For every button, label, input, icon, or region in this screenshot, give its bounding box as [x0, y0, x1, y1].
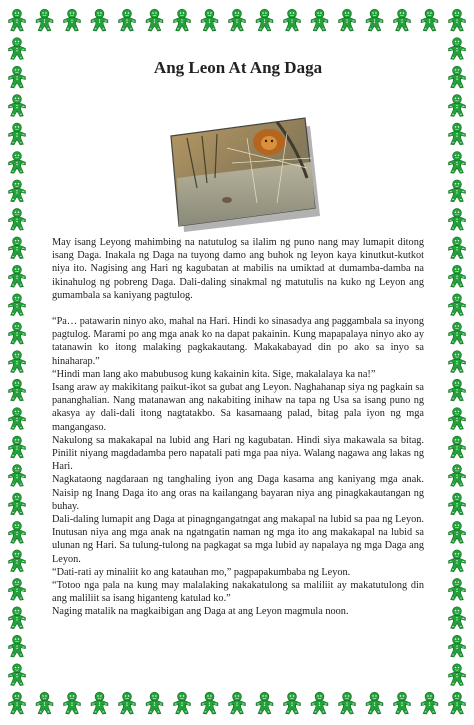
story-paragraph: “Pa… patawarin ninyo ako, mahal na Hari. Hindi ko sinasadya ang paggambala sa inyong pagtulog. Marami po ang mga anak ko na dapat pakainin. Kung mapapalaya ninyo ako ay tatanawin ko itong malaking pagkakautang. Makakabayad din po ako sa inyo sa hinaharap.”	[52, 316, 424, 367]
border-figure	[9, 635, 26, 657]
border-figure	[394, 9, 411, 31]
border-figure	[9, 180, 26, 202]
border-figure	[449, 692, 466, 714]
border-figure	[91, 9, 108, 31]
story-paragraph: Nagkataong nagdaraan ng tanghaling iyon ang Daga kasama ang kaniyang mga anak. Naisip ng Inang Daga ito ang oras na kailangang bayaran niya ang pinagkakautangan ng buhay.	[52, 474, 424, 512]
border-figure	[9, 95, 26, 117]
story-paragraph: Naging matalik na magkaibigan ang Daga at ang Leyon magmula noon.	[52, 606, 349, 618]
border-figure	[119, 692, 136, 714]
border-figure	[311, 692, 328, 714]
border-figure	[229, 692, 246, 714]
border-figure	[174, 9, 191, 31]
border-figure	[256, 692, 273, 714]
border-figure	[449, 237, 466, 259]
border-figure	[64, 692, 81, 714]
border-figure	[36, 9, 53, 31]
border-figure	[339, 692, 356, 714]
story-body	[52, 236, 424, 619]
border-figure	[229, 9, 246, 31]
story-paragraph: “Totoo nga pala na kung may malalaking nakakatulong sa maliliit ay makatutulong din ang maliliit sa isang higanteng katulad ko.”	[52, 580, 424, 605]
border-figure	[9, 237, 26, 259]
border-figure	[449, 208, 466, 230]
border-figure	[9, 436, 26, 458]
border-figure	[449, 265, 466, 287]
border-figure	[9, 493, 26, 515]
story-paragraph: Dali-daling lumapit ang Daga at pinagngangatngat ang makapal na lubid sa paa ng Leyon. Inutusan niya ang mga anak na ngatngatin naman ng mga ito ang makakapal na lubid sa ulunan ng Hari. Sa tulung-tulong na pagkagat sa mga lubid ay napalaya ng mga Daga ang Leyon.	[52, 514, 424, 565]
border-figure	[91, 692, 108, 714]
border-figure	[449, 152, 466, 174]
border-figure	[311, 9, 328, 31]
border-figure	[9, 465, 26, 487]
border-figure	[9, 152, 26, 174]
border-figure	[9, 265, 26, 287]
border-figure	[449, 635, 466, 657]
story-title: Ang Leon At Ang Daga	[153, 58, 323, 77]
border-figure	[9, 9, 26, 31]
border-figure	[449, 521, 466, 543]
border-figure	[449, 180, 466, 202]
story-paragraph: May isang Leyong mahimbing na natutulog sa ilalim ng puno nang may lumapit ditong isang Daga. Inakala ng Daga na tuyong damo ang buhok ng leyon kaya kinutkut-kutkot niya ito. Nagising ang Hari ng kagubatan at mabilis na umiktad at dumamba-damba na ikinahulog ng pobreng Daga. Dali-daling sinakmal ng matutulis na kuko ng Leyon ang gumambala sa kaniyang pagtulog.	[52, 237, 424, 301]
border-figure	[449, 493, 466, 515]
border-figure	[449, 95, 466, 117]
border-figure	[201, 692, 218, 714]
border-figure	[9, 379, 26, 401]
border-figure	[421, 692, 438, 714]
border-figure	[201, 9, 218, 31]
border-figure	[146, 9, 163, 31]
border-figure	[119, 9, 136, 31]
border-figure	[449, 9, 466, 31]
border-figure	[421, 9, 438, 31]
border-figure	[449, 436, 466, 458]
border-figure	[449, 351, 466, 373]
story-paragraph: “Hindi man lang ako mabubusog kung kakainin kita. Sige, makalalaya ka na!”	[52, 368, 376, 380]
border-figure	[284, 9, 301, 31]
border-figure	[9, 208, 26, 230]
border-figure	[9, 692, 26, 714]
border-figure	[449, 664, 466, 686]
story-page	[52, 48, 424, 678]
border-figure	[9, 351, 26, 373]
border-figure	[449, 465, 466, 487]
border-figure	[449, 607, 466, 629]
border-figure	[339, 9, 356, 31]
border-figure	[9, 322, 26, 344]
border-figure	[449, 123, 466, 145]
border-figure	[449, 408, 466, 430]
border-figure	[449, 578, 466, 600]
border-figure	[284, 692, 301, 714]
leon-at-daga-illustration	[157, 108, 322, 233]
border-figure	[9, 521, 26, 543]
story-paragraph: “Dati-rati ay minaliit ko ang katauhan mo,” pagpapakumbaba ng Leyon.	[52, 566, 351, 578]
border-figure	[9, 38, 26, 60]
border-figure	[449, 550, 466, 572]
border-figure	[36, 692, 53, 714]
border-figure	[256, 9, 273, 31]
border-figure	[146, 692, 163, 714]
border-figure	[174, 692, 191, 714]
border-figure	[9, 550, 26, 572]
border-figure	[394, 692, 411, 714]
border-figure	[366, 9, 383, 31]
border-figure	[9, 294, 26, 316]
border-figure	[9, 123, 26, 145]
border-figure	[366, 692, 383, 714]
border-figure	[9, 578, 26, 600]
border-figure	[9, 66, 26, 88]
border-figure	[9, 607, 26, 629]
border-figure	[449, 66, 466, 88]
story-paragraph: Isang araw ay makikitang paikut-ikot sa gubat ang Leyon. Naghahanap siya ng pagkain sa pananghalian. Nang matanawan ang nakabiting inihaw na tapa ng Usa sa isang puno ng akasya ay dali-dali itong nagtatakbo. Sa kasamaang palad, bitag pala iyon ng mga mangangaso.	[52, 382, 424, 433]
border-figure	[64, 9, 81, 31]
border-figure	[449, 294, 466, 316]
border-figure	[449, 379, 466, 401]
border-figure	[449, 322, 466, 344]
border-figure	[9, 664, 26, 686]
border-figure	[9, 408, 26, 430]
story-paragraph: Nakulong sa makakapal na lubid ang Hari ng kagubatan. Hindi siya makawala sa bitag. Pinilit niyang magdadamba pero napatali pati mga paa niya. Walang nagawa ang lakas ng Hari.	[52, 434, 424, 473]
border-figure	[449, 38, 466, 60]
